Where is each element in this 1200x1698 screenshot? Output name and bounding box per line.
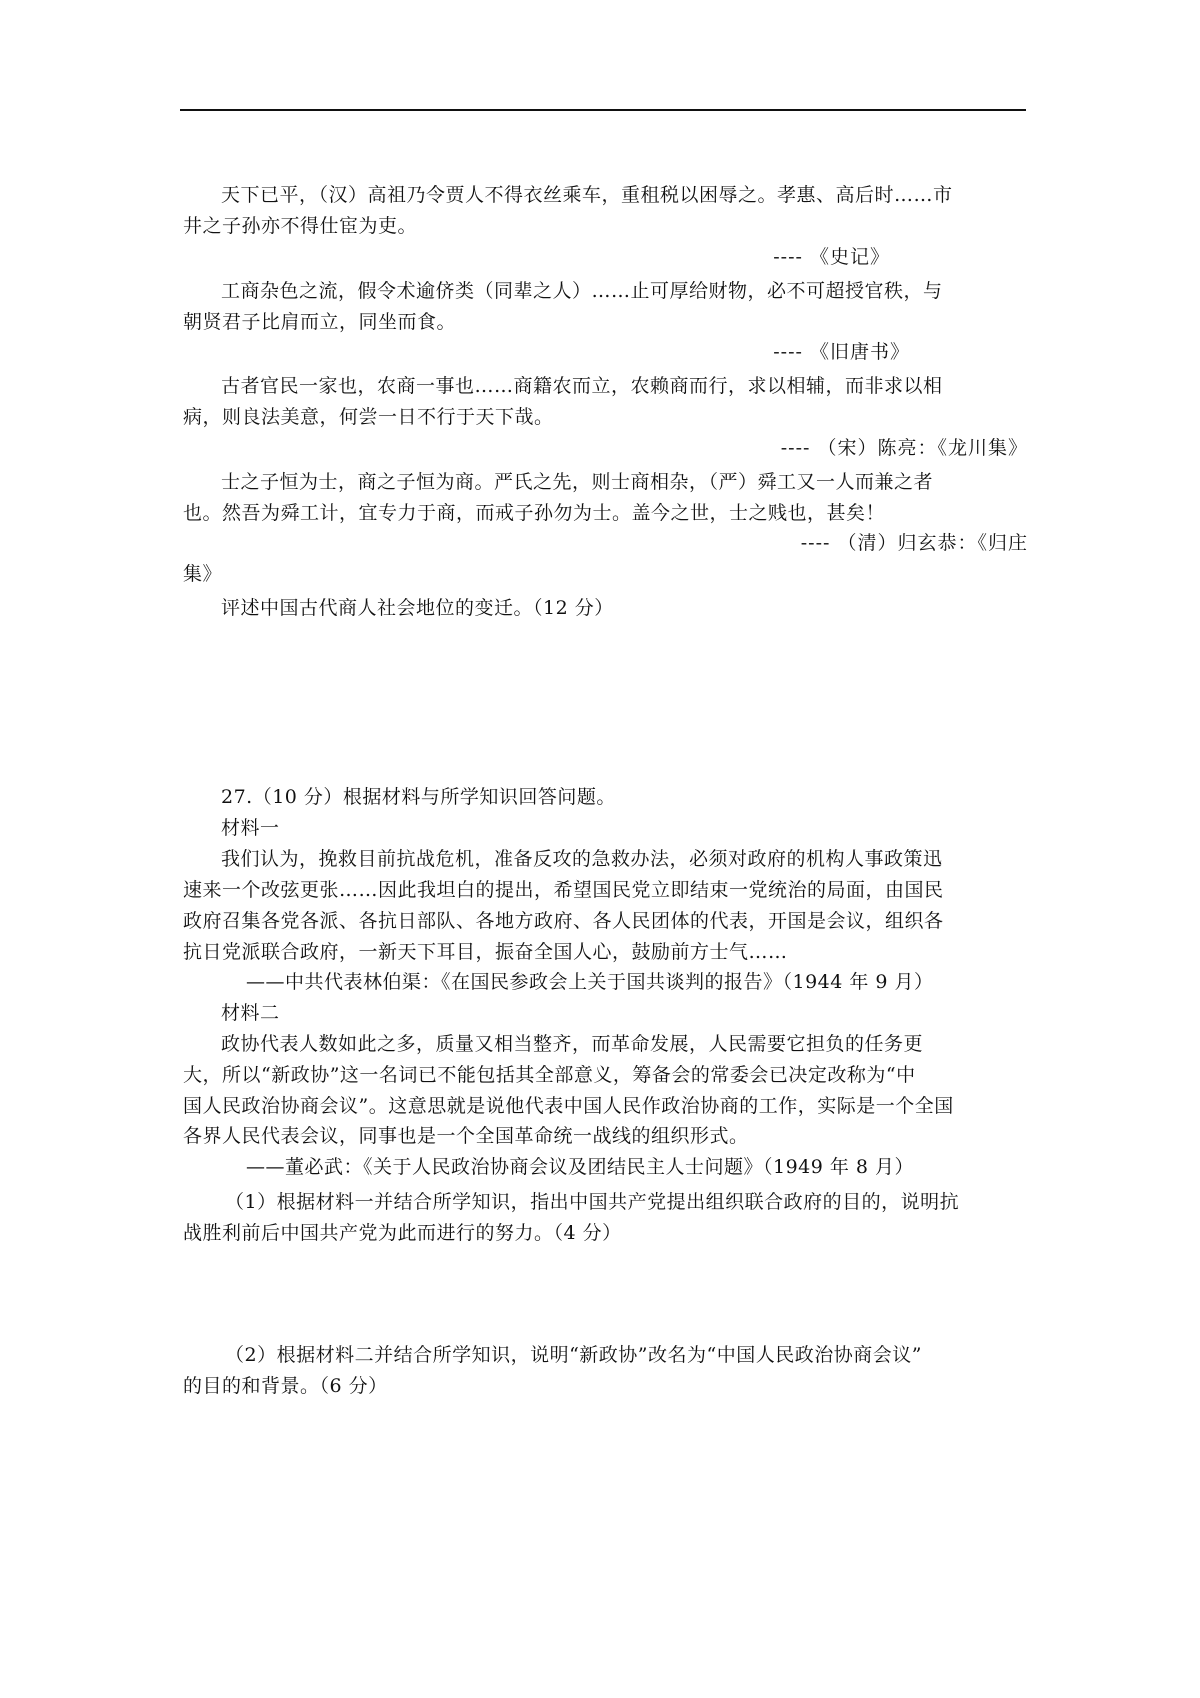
source-longchuanji: ---- （宋）陈亮：《龙川集》 [780, 437, 1028, 459]
material-longchuanji-line-1: 古者官民一家也，农商一事也……商籍农而立，农赖商而行，求以相辅，而非求以相 [221, 375, 943, 397]
material-1-source: ——中共代表林伯渠：《在国民参政会上关于国共谈判的报告》（1944 年 9 月） [246, 971, 934, 993]
material-guizhuangji-line-2: 也。然吾为舜工计，宜专力于商，而戒子孙勿为士。盖今之世，士之贱也，甚矣！ [183, 502, 886, 524]
material-2-line-3: 国人民政治协商会议”。这意思就是说他代表中国人民作政治协商的工作，实际是一个全国 [183, 1095, 954, 1117]
material-longchuanji-line-2: 病，则良法美意，何尝一日不行于天下哉。 [183, 406, 554, 428]
material-2-line-1: 政协代表人数如此之多，质量又相当整齐，而革命发展，人民需要它担负的任务更 [221, 1033, 924, 1055]
material-1-label: 材料一 [221, 817, 280, 839]
material-2-line-2: 大，所以“新政协”这一名词已不能包括其全部意义，筹备会的常委会已决定改称为“中 [183, 1064, 916, 1086]
sub-question-2-line-1: （2）根据材料二并结合所学知识，说明“新政协”改名为“中国人民政治协商会议” [225, 1344, 922, 1366]
question-27-title: 27.（10 分）根据材料与所学知识回答问题。 [221, 786, 616, 808]
material-1-line-3: 政府召集各党各派、各抗日部队、各地方政府、各人民团体的代表，开国是会议，组织各 [183, 910, 944, 932]
sub-question-1-line-1: （1）根据材料一并结合所学知识，指出中国共产党提出组织联合政府的目的，说明抗 [225, 1191, 960, 1213]
material-2-line-4: 各界人民代表会议，同事也是一个全国革命统一战线的组织形式。 [183, 1125, 749, 1147]
material-2-label: 材料二 [221, 1002, 280, 1024]
material-shiji-line-2: 井之子孙亦不得仕宦为吏。 [183, 215, 418, 237]
question-26-prompt: 评述中国古代商人社会地位的变迁。（12 分） [221, 597, 614, 619]
material-1-line-2: 速来一个改弦更张……因此我坦白的提出，希望国民党立即结束一党统治的局面，由国民 [183, 879, 944, 901]
material-guizhuangji-line-1: 士之子恒为士，商之子恒为商。严氏之先，则士商相杂，（严）舜工又一人而兼之者 [221, 471, 934, 493]
sub-question-2-line-2: 的目的和背景。（6 分） [183, 1375, 388, 1397]
sub-question-1-line-2: 战胜利前后中国共产党为此而进行的努力。（4 分） [183, 1222, 622, 1244]
material-1-line-4: 抗日党派联合政府，一新天下耳目，振奋全国人心，鼓励前方士气…… [183, 941, 788, 963]
source-jiutangshu: ---- 《旧唐书》 [773, 341, 910, 363]
source-guizhuangji-continued: 集》 [183, 563, 223, 585]
material-shiji-line-1: 天下已平，（汉）高祖乃令贾人不得衣丝乘车，重租税以困辱之。孝惠、高后时……市 [221, 184, 953, 206]
material-jiutangshu-line-1: 工商杂色之流，假令术逾侪类（同辈之人）……止可厚给财物，必不可超授官秩，与 [221, 280, 943, 302]
source-guizhuangji: ---- （清）归玄恭：《归庄 [800, 532, 1028, 554]
source-shiji: ---- 《史记》 [773, 246, 890, 268]
header-rule [180, 109, 1026, 111]
material-jiutangshu-line-2: 朝贤君子比肩而立，同坐而食。 [183, 311, 457, 333]
material-2-source: ——董必武：《关于人民政治协商会议及团结民主人士问题》（1949 年 8 月） [246, 1156, 915, 1178]
material-1-line-1: 我们认为，挽救目前抗战危机，准备反攻的急救办法，必须对政府的机构人事政策迅 [221, 848, 943, 870]
